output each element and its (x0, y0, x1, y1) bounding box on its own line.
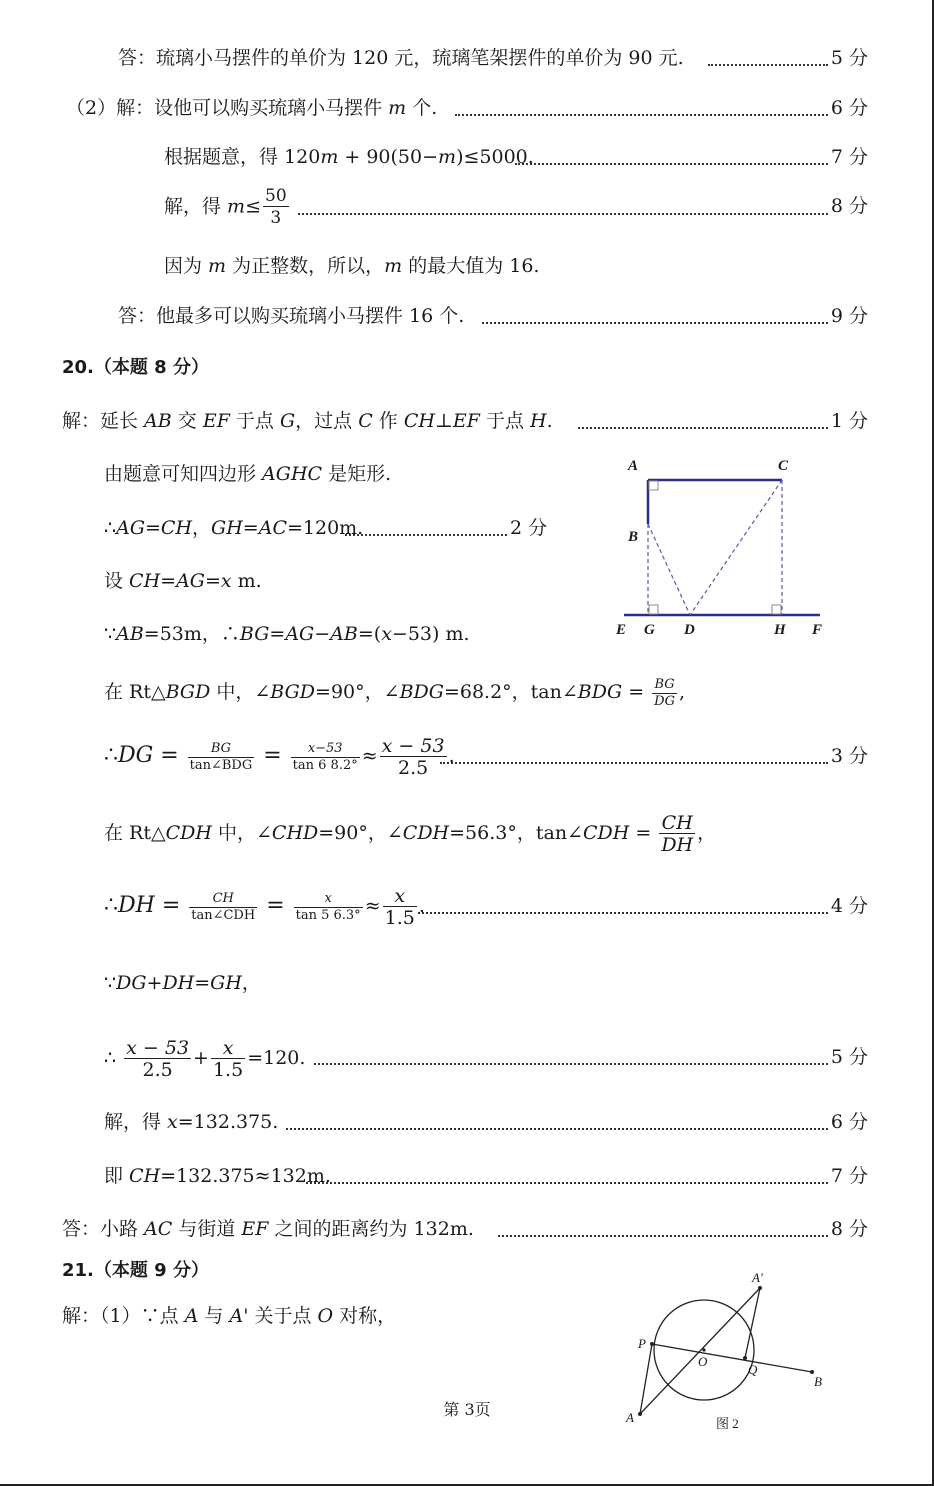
label-q: Q (748, 1362, 758, 1377)
label-d: D (684, 622, 695, 638)
q20-header: 20.（本题 8 分） (62, 357, 209, 378)
label-g: G (644, 622, 655, 638)
right-angle-a (649, 481, 658, 490)
label-a: A (628, 458, 639, 474)
score-5b: 5 分 (830, 1046, 868, 1068)
solve-m-line: 解，得 m≤ $\frac{50}{3}$ (164, 186, 287, 228)
dot-leader (345, 534, 507, 536)
q20-step11-equation: ∴ $\frac{x - 53}{2.5}$ + $\frac{x}{1.5}$ =120. (104, 1036, 306, 1081)
score-6: 6 分 (830, 97, 868, 119)
dot-leader (418, 912, 828, 914)
answer-line-1: 答：琉璃小马摆件的单价为 120 元，琉璃笔架摆件的单价为 90 元. (118, 47, 684, 69)
dot-leader (298, 213, 828, 215)
part2-setup: （2）解：设他可以购买琉璃小马摆件 m 个. (66, 97, 438, 119)
dot-leader (306, 1182, 828, 1184)
q20-step6: 在 Rt△BGD 中，∠BGD=90°，∠BDG=68.2°，tan∠BDG = $\frac{BG}{DG}$ , (104, 676, 686, 709)
page-number: 第 3页 (443, 1400, 491, 1419)
label-h: H (774, 622, 786, 638)
line-bd-dashed (648, 524, 690, 615)
inequality-line: 根据题意，得 120m + 90(50−m)≤5000. (164, 146, 534, 168)
q21-step1: 解：（1）∵点 A 与 A' 关于点 O 对称， (62, 1305, 397, 1327)
label-c: C (778, 458, 789, 474)
score-8: 8 分 (830, 195, 868, 217)
score-6b: 6 分 (830, 1111, 868, 1133)
q20-step9-dh: ∴DH = $\frac{CH}{\text{tan∠CDH}}$ = $\frac{x}{\tan 5 6.3^\circ}$ ≈ $\frac{x}{1.5}$ . (104, 884, 425, 929)
line-a-aprime (640, 1288, 760, 1414)
dot-leader (498, 1235, 828, 1237)
label-f: F (812, 622, 823, 638)
score-1: 1 分 (830, 410, 868, 432)
q20-step1: 解：延长 AB 交 EF 于点 G，过点 C 作 CH⊥EF 于点 H. (62, 410, 553, 432)
dot-leader (314, 1063, 828, 1065)
score-9: 9 分 (830, 305, 868, 327)
line-cd-dashed (690, 480, 782, 615)
q20-step3: ∴AG=CH，GH=AC=120m. (104, 517, 364, 539)
score-7: 7 分 (830, 146, 868, 168)
label-b: B (628, 529, 639, 545)
q20-step7-dg: ∴DG = $\frac{BG}{\text{tan∠BDG}}$ = $\frac{x-53}{\tan 6 8.2^\circ}$ ≈ $\frac{x - 53}{2.5}$ . (104, 734, 455, 779)
label-e: E (616, 622, 627, 638)
q20-answer: 答：小路 AC 与街道 EF 之间的距离约为 132m. (62, 1218, 474, 1240)
score-2: 2 分 (510, 517, 548, 539)
dot-leader (515, 163, 828, 165)
figure-caption: 图 2 (716, 1416, 739, 1431)
dot-leader (578, 427, 828, 429)
q20-step2: 由题意可知四边形 AGHC 是矩形. (104, 463, 392, 485)
label-b2: B (814, 1374, 822, 1389)
score-5: 5 分 (830, 47, 868, 69)
figure-rectangle-diagram (610, 452, 830, 642)
right-angle-g (649, 605, 658, 614)
line-p-b (652, 1344, 812, 1372)
q20-step10: ∵DG+DH=GH， (104, 972, 261, 994)
dot-leader (286, 1128, 828, 1130)
label-o: O (698, 1354, 708, 1369)
line-aprime-q (745, 1288, 760, 1358)
label-p: P (638, 1336, 646, 1351)
dot-leader (482, 322, 828, 324)
score-4: 4 分 (830, 895, 868, 917)
q20-step12: 解，得 x=132.375. (104, 1111, 279, 1133)
answer-line-2: 答：他最多可以购买琉璃小马摆件 16 个. (118, 305, 465, 327)
score-7b: 7 分 (830, 1165, 868, 1187)
dot-leader (455, 114, 828, 116)
q20-step5: ∵AB=53m，∴BG=AG−AB=(x−53) m. (104, 623, 470, 645)
max-value-line: 因为 m 为正整数，所以，m 的最大值为 16. (164, 255, 540, 277)
label-aprime: A' (752, 1270, 763, 1285)
dot-leader (708, 64, 828, 66)
q21-header: 21.（本题 9 分） (62, 1260, 209, 1281)
dot-leader (440, 762, 828, 764)
label-a2: A (626, 1410, 634, 1425)
q20-step13: 即 CH=132.375≈132m. (104, 1165, 331, 1187)
score-3: 3 分 (830, 745, 868, 767)
right-angle-h (772, 605, 781, 614)
q20-step8: 在 Rt△CDH 中，∠CHD=90°，∠CDH=56.3°，tan∠CDH = $\frac{CH}{DH}$ ， (104, 811, 717, 856)
score-8b: 8 分 (830, 1218, 868, 1240)
q20-step4: 设 CH=AG=x m. (104, 570, 262, 592)
